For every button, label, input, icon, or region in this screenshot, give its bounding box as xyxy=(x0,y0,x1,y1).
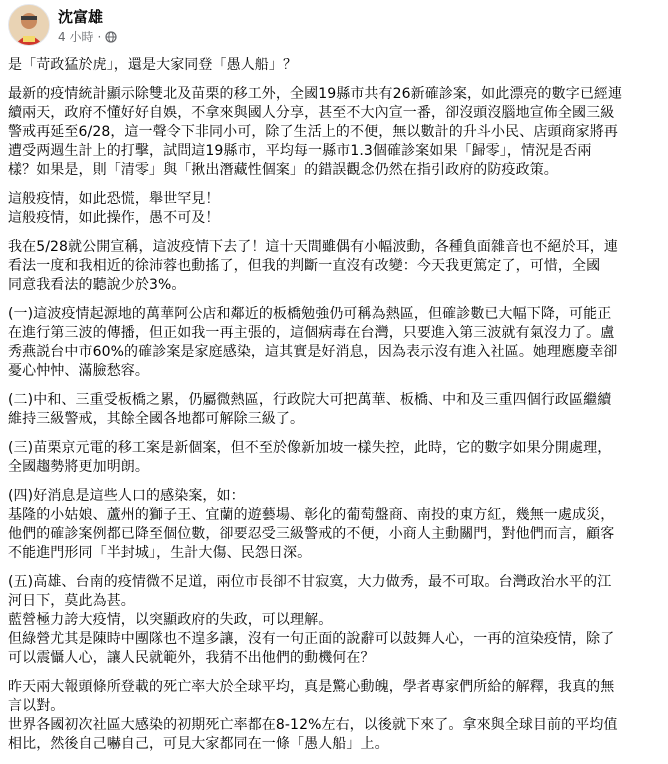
post-paragraph xyxy=(8,678,658,754)
post-text-line: 可以震懾人心，讓人民就範外，我猜不出他們的動機何在？ xyxy=(8,650,375,666)
post-header xyxy=(8,4,648,48)
post-text-line: (四)好消息是這些人口的感染案，如： xyxy=(8,488,245,504)
post-text-line: (二)中和、三重受板橋之累，仍屬微熱區，行政院大可把萬華、板橋、中和及三重四個行政區繼續 xyxy=(8,392,612,408)
globe-icon[interactable] xyxy=(105,31,117,43)
meta-separator: · xyxy=(97,29,102,44)
post-text-line: 續兩天，政府不懂好好自娛，不拿來與國人分享，甚至不大內宣一番，卻沒頭沒腦地宣佈全國三級 xyxy=(8,105,615,121)
post-text-line: 全國趨勢將更加明朗。 xyxy=(8,459,149,475)
post-time[interactable]: 4 小時 xyxy=(58,30,94,44)
post-meta xyxy=(58,28,117,45)
post-paragraph xyxy=(8,573,658,668)
post-paragraph xyxy=(8,305,658,381)
post-text-line: (一)這波疫情起源地的萬華阿公店和鄰近的板橋勉強仍可稱為熱區，但確診數已大幅下降，可能正 xyxy=(8,306,612,322)
post-text-line: 秀燕説台中市60%的確診案是家庭感染，這其實是好消息，因為表示沒有進入社區。她理應慶幸卻 xyxy=(8,344,618,360)
post-text-line: 這般疫情，如此恐慌，舉世罕見！ xyxy=(8,191,220,207)
post-paragraph xyxy=(8,190,658,228)
post-paragraph xyxy=(8,439,658,477)
post-text-line: 看法一度和我相近的徐沛蓉也動搖了，但我的判斷一直沒有改變：今天我更篤定了，可惜，全國 xyxy=(8,258,601,274)
post-text-line: 相比，然後自己嚇自己，可見大家都同在一條「愚人船」上。 xyxy=(8,736,389,752)
post-text-line: 憂心忡忡、滿臉愁容。 xyxy=(8,363,149,379)
avatar-image xyxy=(9,5,49,45)
post-text-line: 世界各國初次社區大感染的初期死亡率都在8-12%左右，以後就下來了。拿來與全球目前的平均值 xyxy=(8,717,618,733)
post-text-line: 基隆的小姑娘、蘆州的獅子王、宜蘭的遊藝場、彰化的葡萄盤商、南投的東方紅，幾無一處成災， xyxy=(8,507,615,523)
post-text-line: 他們的確診案例都已降至個位數，卻要忍受三級警戒的不便，小商人主動關門，對他們而言，顧客 xyxy=(8,526,615,542)
post-text-line: 遭受两週生計上的打擊，試問這19縣市，平均每一縣市1.3個確診案如果「歸零」，情況是否兩 xyxy=(8,143,592,159)
post-text-line: 這般疫情，如此操作，愚不可及！ xyxy=(8,210,220,226)
post-text-line: 藍營極力誇大疫情，以突顯政府的失政，可以理解。 xyxy=(8,612,333,628)
post-text-line: 最新的疫情統計顯示除雙北及苗栗的移工外，全國19縣市共有26新確診案，如此漂亮的數字已經連 xyxy=(8,86,623,102)
post-text-line: 昨天兩大報頭條所登載的死亡率大於全球平均，真是驚心動魄，學者專家們所給的解釋，我真的無 xyxy=(8,679,615,695)
post-text-line: 是「苛政猛於虎」，還是大家同登「愚人船」？ xyxy=(8,57,298,73)
post-text-line: 警戒再延至6/28，這一聲令下非同小可，除了生活上的不便，無以數計的升斗小民、店頭商家將再 xyxy=(8,124,618,140)
post-text-line: 維持三級警戒，其餘全國各地都可解除三級了。 xyxy=(8,411,305,427)
post-text-line: (三)苗栗京元電的移工案是新個案，但不至於像新加坡一樣失控，此時，它的數字如果分開處理， xyxy=(8,440,612,456)
post-body xyxy=(8,56,658,764)
post-text-line: 但綠營尤其是陳時中團隊也不遑多讓，沒有一句正面的說辭可以鼓舞人心，一再的渲染疫情，除了 xyxy=(8,631,615,647)
post-text-line: 同意我看法的聽說少於3%。 xyxy=(8,277,186,293)
post-paragraph xyxy=(8,391,658,429)
post-text-line: 河日下，莫此為甚。 xyxy=(8,593,135,609)
avatar[interactable] xyxy=(8,4,50,46)
post-paragraph xyxy=(8,238,658,295)
post-paragraph xyxy=(8,56,658,75)
post-paragraph xyxy=(8,487,658,563)
author-name[interactable]: 沈富雄 xyxy=(58,8,104,26)
post-paragraph xyxy=(8,85,658,180)
post-text-line: 樣？如果是，則「清零」與「揪出潛藏性個案」的錯誤觀念仍然在指引政府的防疫政策。 xyxy=(8,162,558,178)
post-text-line: 不能進門形同「半封城」，生計大傷、民怨日深。 xyxy=(8,545,312,561)
post-text-line: 在進行第三波的傳播，但正如我一再主張的，這個病毒在台灣，只要進入第三波就有氣沒力了。盧 xyxy=(8,325,615,341)
post-text-line: 言以對。 xyxy=(8,698,65,714)
post-text-line: 我在5/28就公開宣稱，這波疫情下去了！這十天間雖偶有小幅波動，各種負面雜音也不絕於耳，連 xyxy=(8,239,618,255)
post-text-line: (五)高雄、台南的疫情微不足道，兩位市長卻不甘寂寞，大力做秀，最不可取。台灣政治水平的江 xyxy=(8,574,612,590)
